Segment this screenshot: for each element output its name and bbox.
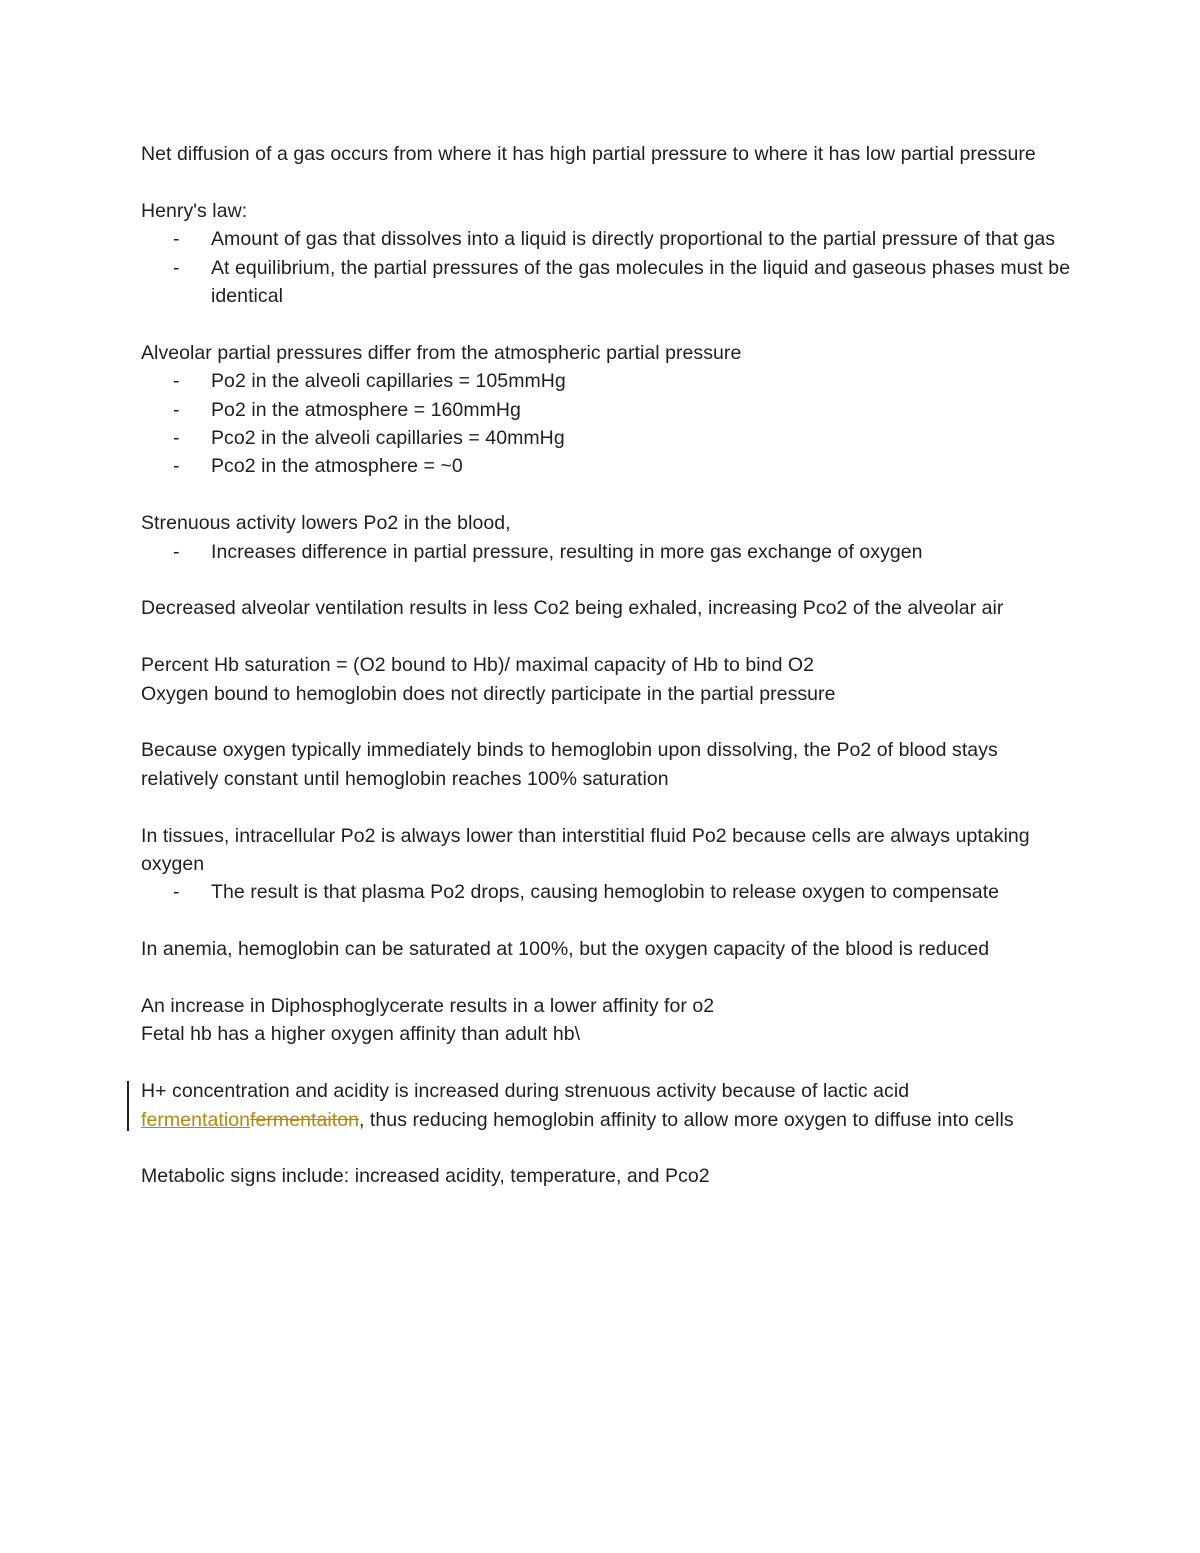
- document-page: [141, 140, 1071, 1219]
- text-metabolic[interactable]: Metabolic signs include: increased acidity, temperature, and Pco2: [141, 1165, 710, 1188]
- list-item-text: The result is that plasma Po2 drops, causing hemoglobin to release oxygen to compensate: [211, 881, 1000, 904]
- text-anemia[interactable]: In anemia, hemoglobin can be saturated at 100%, but the oxygen capacity of the blood is reduced: [141, 938, 990, 961]
- list-item-text: Amount of gas that dissolves into a liquid is directly proportional to the partial pressure of that gas: [211, 228, 1056, 251]
- text-acidity[interactable]: [141, 1077, 1071, 1134]
- heading-henrys-law[interactable]: Henry's law:: [141, 199, 248, 222]
- dash-bullet: -: [173, 427, 180, 450]
- paragraph-ventilation: [141, 594, 1071, 622]
- dash-bullet: -: [173, 228, 180, 251]
- list-item[interactable]: [141, 254, 1071, 311]
- list-item-text: Increases difference in partial pressure, resulting in more gas exchange of oxygen: [211, 540, 923, 563]
- list-item[interactable]: [141, 538, 1071, 566]
- text-saturation-note[interactable]: Oxygen bound to hemoglobin does not directly participate in the partial pressure: [141, 682, 836, 705]
- section-alveolar: [141, 339, 1071, 481]
- list-item-text: Po2 in the alveoli capillaries = 105mmHg: [211, 370, 566, 393]
- paragraph-acidity: [141, 1077, 1071, 1134]
- suggested-deletion[interactable]: fermentaiton: [250, 1108, 359, 1131]
- heading-strenuous[interactable]: Strenuous activity lowers Po2 in the blood,: [141, 512, 511, 535]
- dash-bullet: -: [173, 370, 180, 393]
- text-dpg[interactable]: An increase in Diphosphoglycerate results in a lower affinity for o2: [141, 995, 715, 1018]
- paragraph-net-diffusion: [141, 140, 1071, 168]
- section-tissues: [141, 822, 1071, 907]
- dash-bullet: -: [173, 455, 180, 478]
- section-henrys-law: [141, 197, 1071, 311]
- list-item[interactable]: [141, 878, 1071, 906]
- henrys-law-list: [141, 225, 1071, 310]
- alveolar-list: [141, 367, 1071, 481]
- dash-bullet: -: [173, 256, 180, 279]
- dash-bullet: -: [173, 398, 180, 421]
- text-saturation-formula[interactable]: Percent Hb saturation = (O2 bound to Hb)/ maximal capacity of Hb to bind O2: [141, 654, 815, 677]
- text-ventilation[interactable]: Decreased alveolar ventilation results in less Co2 being exhaled, increasing Pco2 of the alveolar air: [141, 597, 1004, 620]
- list-item-text: At equilibrium, the partial pressures of the gas molecules in the liquid and gaseous phases must be identical: [211, 256, 1071, 308]
- acidity-text-end: , thus reducing hemoglobin affinity to allow more oxygen to diffuse into cells: [359, 1108, 1014, 1131]
- dash-bullet: -: [173, 540, 180, 563]
- paragraph-anemia: [141, 935, 1071, 963]
- list-item[interactable]: [141, 452, 1071, 480]
- heading-tissues[interactable]: In tissues, intracellular Po2 is always lower than interstitial fluid Po2 because cells are always uptaking oxygen: [141, 824, 1030, 876]
- text-fetal-hb[interactable]: Fetal hb has a higher oxygen affinity than adult hb\: [141, 1023, 581, 1046]
- paragraph-binding: [141, 736, 1071, 793]
- suggested-insertion[interactable]: fermentation: [141, 1108, 250, 1131]
- acidity-text-start: H+ concentration and acidity is increased during strenuous activity because of lactic acid: [141, 1080, 910, 1103]
- list-item[interactable]: [141, 396, 1071, 424]
- change-bar-marker: [127, 1081, 129, 1131]
- list-item[interactable]: [141, 225, 1071, 253]
- paragraph-saturation: [141, 651, 1071, 708]
- paragraph-metabolic: [141, 1162, 1071, 1190]
- strenuous-list: [141, 538, 1071, 566]
- tissues-list: [141, 878, 1071, 906]
- heading-alveolar[interactable]: Alveolar partial pressures differ from the atmospheric partial pressure: [141, 341, 742, 364]
- text-net-diffusion[interactable]: Net diffusion of a gas occurs from where it has high partial pressure to where it has low partial pressure: [141, 143, 1036, 165]
- text-binding[interactable]: Because oxygen typically immediately binds to hemoglobin upon dissolving, the Po2 of blood stays relatively constant until hemoglobin reaches 100% saturation: [141, 739, 998, 790]
- paragraph-affinity: [141, 992, 1071, 1049]
- list-item-text: Po2 in the atmosphere = 160mmHg: [211, 398, 521, 421]
- dash-bullet: -: [173, 881, 180, 904]
- list-item-text: Pco2 in the alveoli capillaries = 40mmHg: [211, 427, 565, 450]
- list-item-text: Pco2 in the atmosphere = ~0: [211, 455, 463, 478]
- section-strenuous: [141, 509, 1071, 566]
- list-item[interactable]: [141, 424, 1071, 452]
- list-item[interactable]: [141, 367, 1071, 395]
